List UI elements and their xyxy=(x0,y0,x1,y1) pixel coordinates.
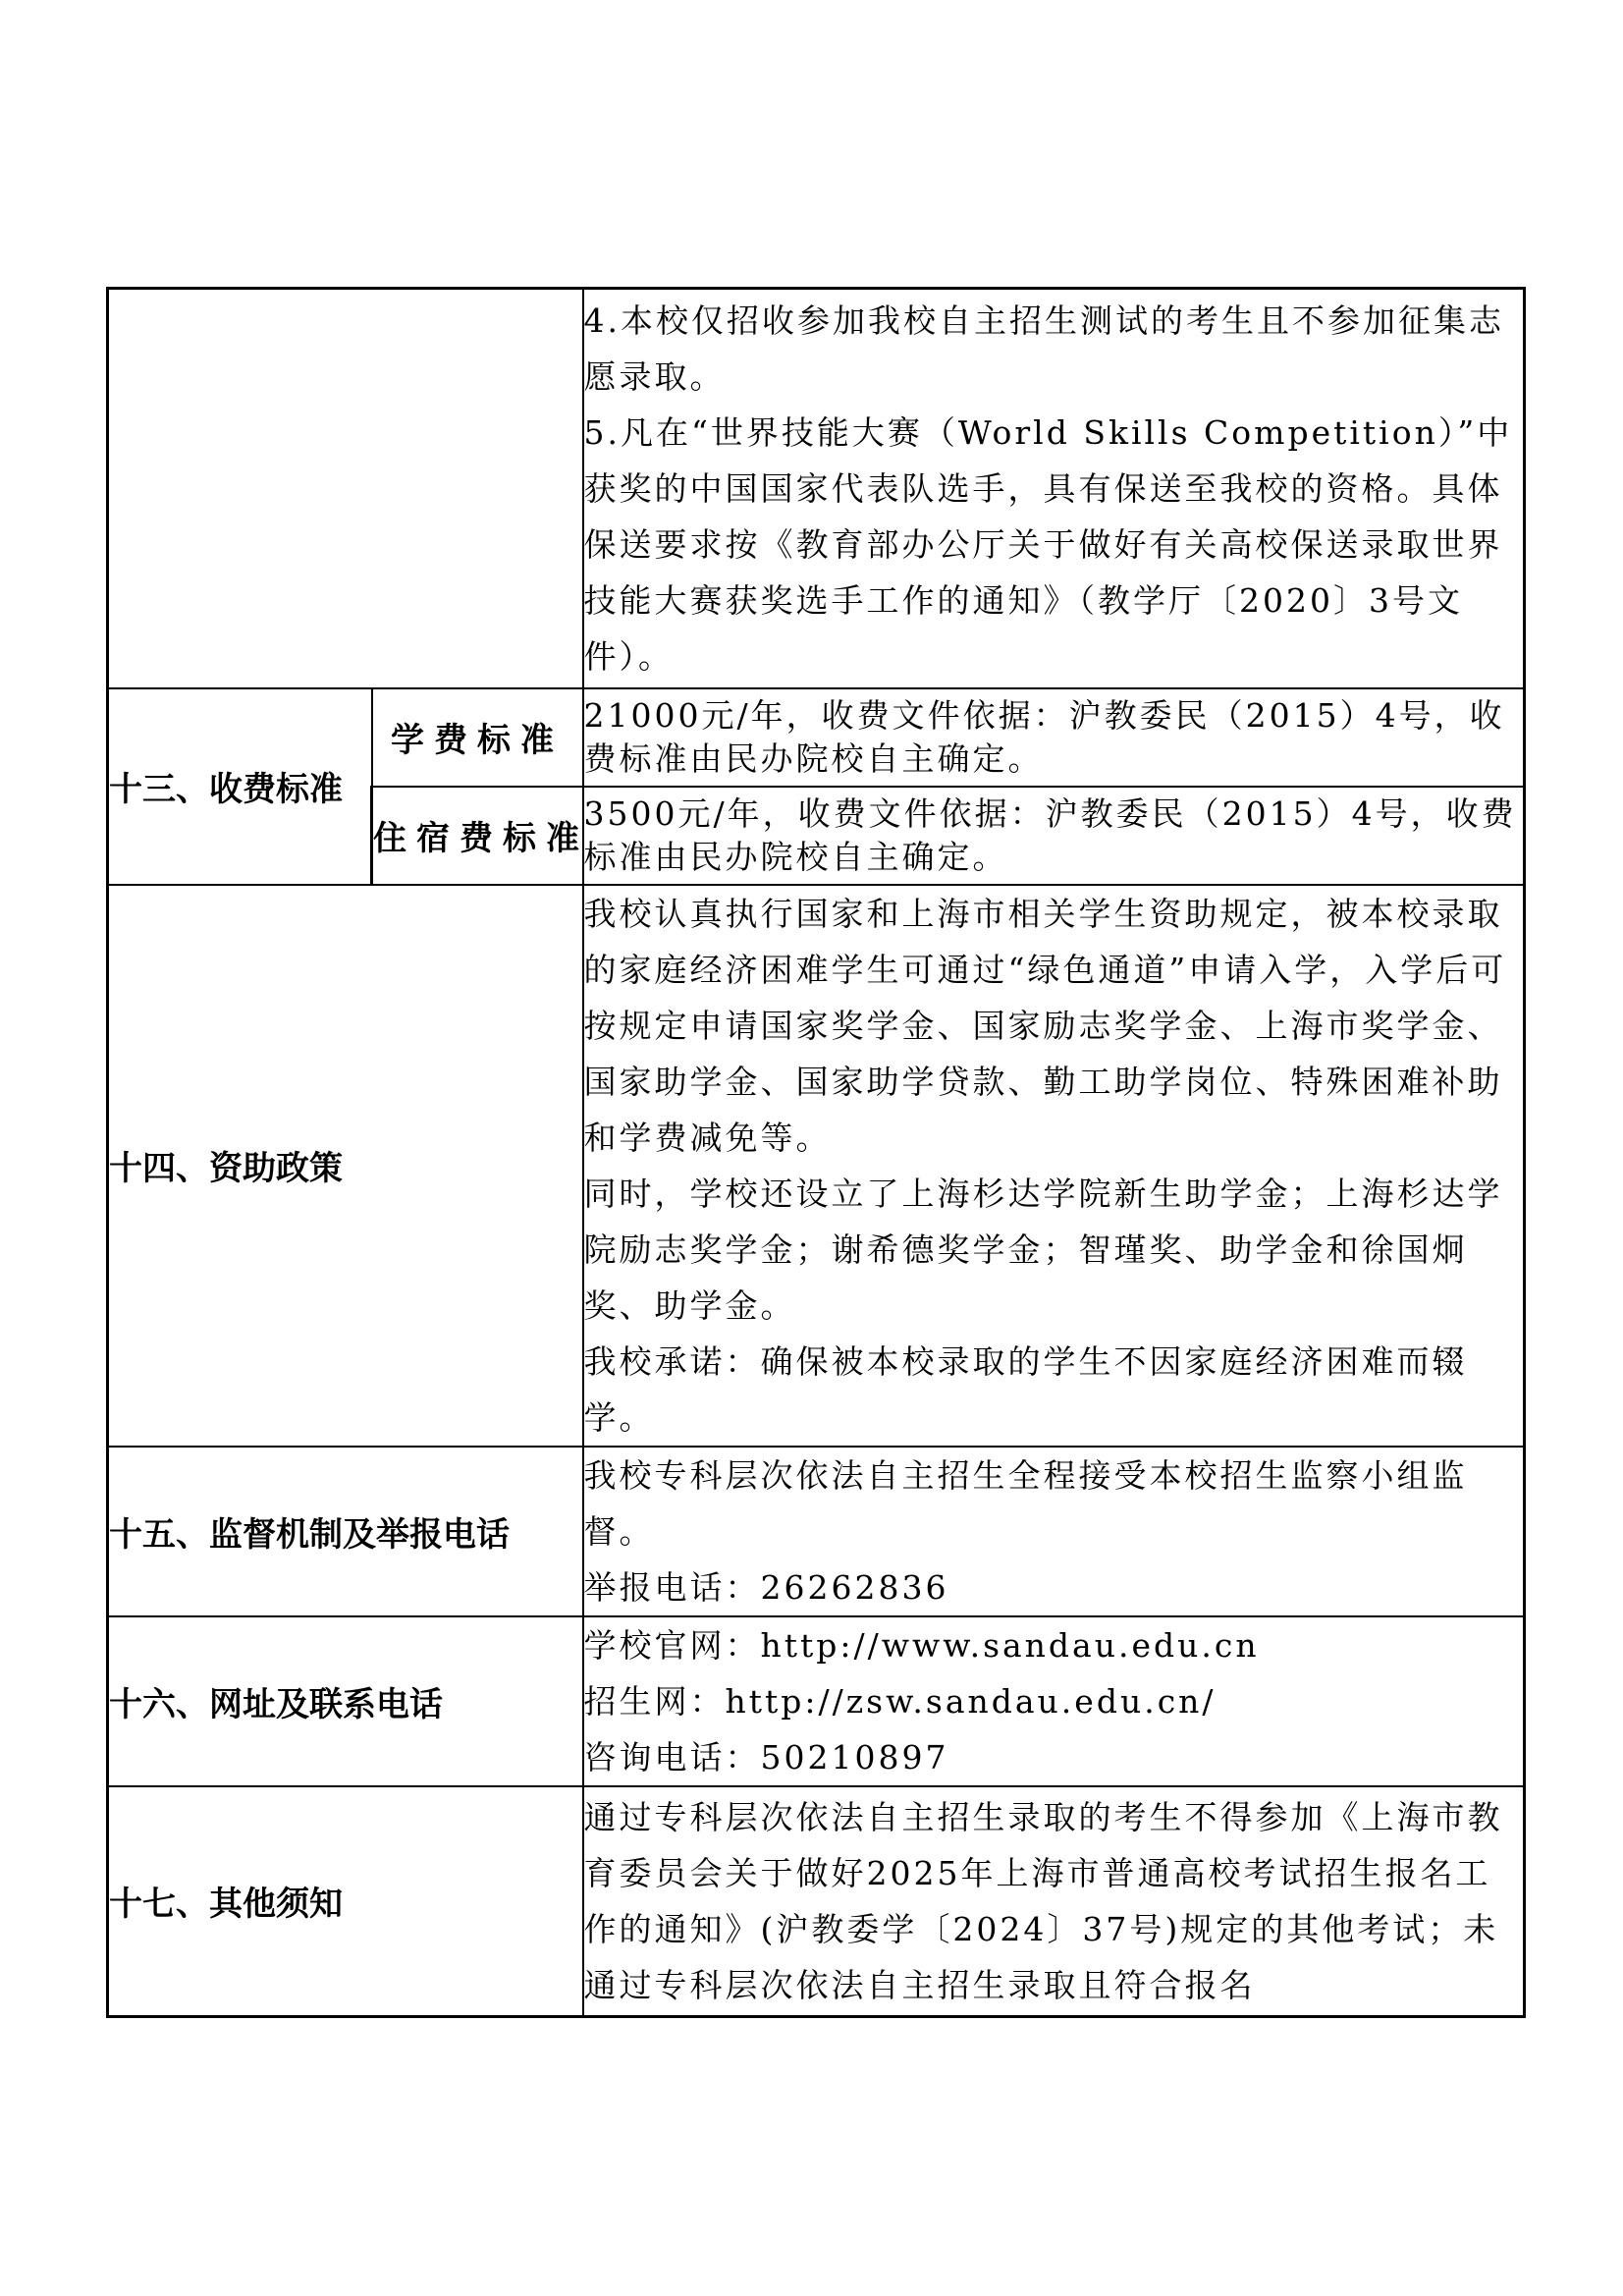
admission-info-table xyxy=(106,287,1526,2018)
rule-item-5: 5.凡在“世界技能大赛（World Skills Competition）”中获奖的中国国家代表队选手，具有保送至我校的资格。具体保送要求按《教育部办公厅关于做好有关高校保送录取世界技能大赛获奖选手工作的通知》（教学厅〔2020〕3号文件）。 xyxy=(583,412,1513,676)
other-notes-text: 通过专科层次依法自主招生录取的考生不得参加《上海市教育委员会关于做好2025年上海市普通高校考试招生报名工作的通知》(沪教委学〔2024〕37号)规定的其他考试；未通过专科层次依法自主招生录取且符合报名 xyxy=(583,1797,1503,2004)
empty-label-cell xyxy=(108,289,583,688)
rule-item-4: 4.本校仅招收参加我校自主招生测试的考生且不参加征集志愿录取。 xyxy=(583,301,1504,396)
other-notes-label: 十七、其他须知 xyxy=(108,1786,583,2017)
contact-label: 十六、网址及联系电话 xyxy=(108,1616,583,1786)
supervision-label: 十五、监督机制及举报电话 xyxy=(108,1447,583,1616)
table-row xyxy=(108,885,1525,1447)
aid-paragraph: 我校承诺：确保被本校录取的学生不因家庭经济困难而辍学。 xyxy=(583,1341,1468,1437)
tuition-text xyxy=(583,688,1525,787)
aid-label: 十四、资助政策 xyxy=(108,885,583,1447)
tuition-label: 学费标准 xyxy=(372,688,583,787)
table-row xyxy=(108,289,1525,688)
table-row xyxy=(108,1786,1525,2017)
report-phone: 举报电话：26262836 xyxy=(583,1567,949,1607)
contact-cell xyxy=(583,1616,1525,1786)
fees-label: 十三、收费标准 xyxy=(108,688,372,885)
aid-paragraph: 同时，学校还设立了上海杉达学院新生助学金；上海杉达学院励志奖学金；谢希德奖学金；智瑾奖、助学金和徐国炯奖、助学金。 xyxy=(583,1174,1503,1325)
enrollment-rules-cell xyxy=(583,289,1525,688)
other-notes-cell xyxy=(583,1786,1525,2017)
supervision-text: 我校专科层次依法自主招生全程接受本校招生监察小组监督。 xyxy=(583,1455,1468,1551)
admission-website[interactable]: 招生网：http://zsw.sandau.edu.cn/ xyxy=(583,1681,1217,1721)
aid-paragraph: 我校认真执行国家和上海市相关学生资助规定，被本校录取的家庭经济困难学生可通过“绿色通道”申请入学，入学后可按规定申请国家奖学金、国家励志奖学金、上海市奖学金、国家助学金、国家助学贷款、勤工助学岗位、特殊困难补助和学费减免等。 xyxy=(583,894,1507,1157)
housing-text xyxy=(583,787,1525,885)
inquiry-phone: 咨询电话：50210897 xyxy=(583,1737,949,1777)
table-row xyxy=(108,688,1525,787)
tuition-text-paragraph: 21000元/年，收费文件依据：沪教委民（2015）4号，收费标准由民办院校自主确定。 xyxy=(583,695,1505,778)
housing-label: 住宿费标准 xyxy=(372,787,583,885)
school-website[interactable]: 学校官网：http://www.sandau.edu.cn xyxy=(583,1625,1260,1665)
aid-policy-cell xyxy=(583,885,1525,1447)
supervision-cell xyxy=(583,1447,1525,1616)
table-row xyxy=(108,1616,1525,1786)
table-row xyxy=(108,1447,1525,1616)
housing-text-paragraph: 3500元/年，收费文件依据：沪教委民（2015）4号，收费标准由民办院校自主确定。 xyxy=(583,793,1517,876)
